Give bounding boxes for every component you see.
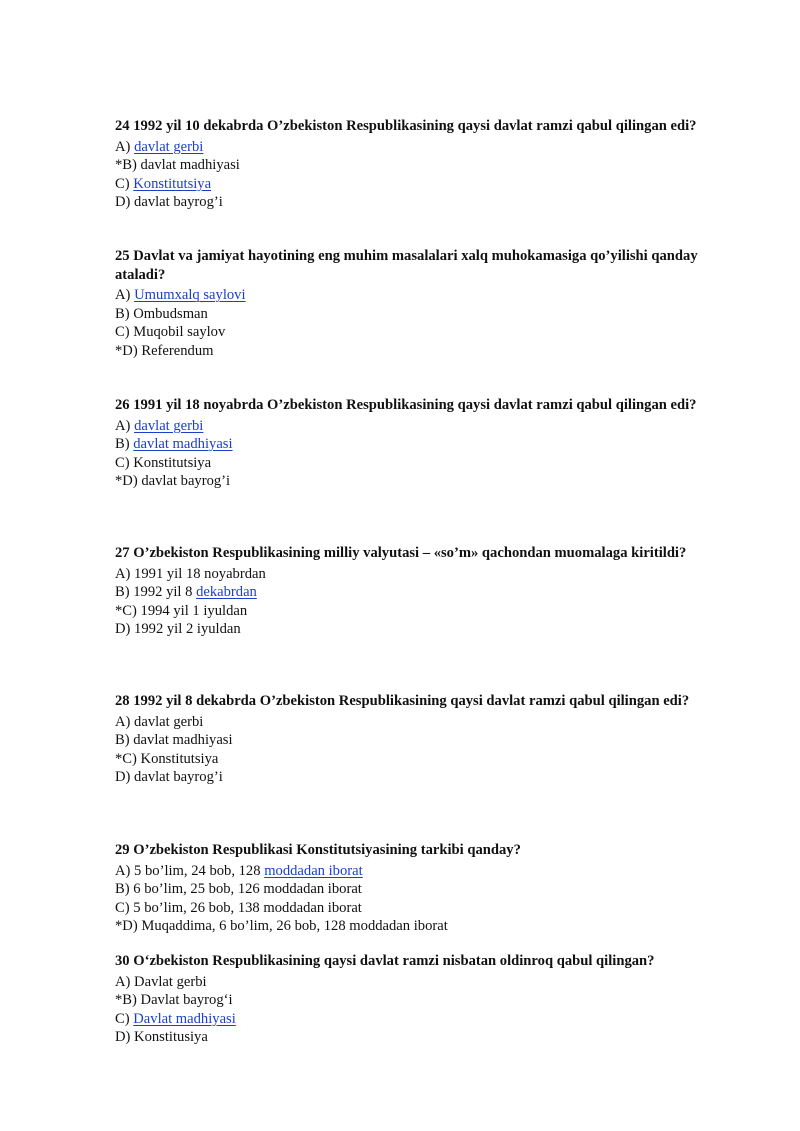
option-d: D) davlat bayrog’i xyxy=(115,769,223,785)
option-c: C) Muqobil saylov xyxy=(115,324,226,340)
option-a: A) davlat gerbi xyxy=(115,138,204,155)
question-29 xyxy=(115,841,735,936)
option-b: *B) davlat madhiyasi xyxy=(115,157,240,173)
option-link[interactable]: Umumxalq saylovi xyxy=(134,287,246,303)
option-c: C) Konstitutsiya xyxy=(115,175,212,192)
option-b: *B) Davlat bayrog‘i xyxy=(115,992,233,1008)
option-a: A) davlat gerbi xyxy=(115,417,204,434)
option-d: *D) davlat bayrog’i xyxy=(115,473,231,489)
option-d: D) Konstitusiya xyxy=(115,1029,208,1045)
option-c: C) Konstitutsiya xyxy=(115,454,212,471)
option-d: D) davlat bayrog’i xyxy=(115,194,223,210)
question-26 xyxy=(115,396,735,491)
question-title: 30 O‘zbekiston Respublikasining qaysi davlat ramzi nisbatan oldinroq qabul qilingan? xyxy=(115,953,655,969)
option-c: *C) 1994 yil 1 iyuldan xyxy=(115,602,248,619)
question-title: 24 1992 yil 10 dekabrda O’zbekiston Respublikasining qaysi davlat ramzi qabul qilingan edi? xyxy=(115,118,697,134)
question-title: 25 Davlat va jamiyat hayotining eng muhim masalalari xalq muhokamasiga qo’yilishi qanday ataladi? xyxy=(115,248,698,283)
option-d: *D) Muqaddima, 6 bo’lim, 26 bob, 128 moddadan iborat xyxy=(115,918,448,934)
option-link[interactable]: Davlat madhiyasi xyxy=(133,1010,236,1027)
option-b: B) davlat madhiyasi xyxy=(115,436,233,452)
option-c: C) 5 bo’lim, 26 bob, 138 moddadan iborat xyxy=(115,899,362,916)
option-c: C) Davlat madhiyasi xyxy=(115,1010,236,1027)
question-28 xyxy=(115,692,735,787)
question-27 xyxy=(115,544,735,639)
option-a: A) Umumxalq saylovi xyxy=(115,287,246,303)
option-link[interactable]: dekabrdan xyxy=(196,584,257,600)
question-title: 29 O’zbekiston Respublikasi Konstitutsiyasining tarkibi qanday? xyxy=(115,842,521,858)
question-title: 28 1992 yil 8 dekabrda O’zbekiston Respublikasining qaysi davlat ramzi qabul qilingan edi? xyxy=(115,693,690,709)
option-b: B) 6 bo’lim, 25 bob, 126 moddadan iborat xyxy=(115,881,362,897)
question-24 xyxy=(115,117,735,212)
option-d: D) 1992 yil 2 iyuldan xyxy=(115,621,241,637)
question-25 xyxy=(115,247,735,360)
question-title: 26 1991 yil 18 noyabrda O’zbekiston Respublikasining qaysi davlat ramzi qabul qilingan edi? xyxy=(115,397,697,413)
option-b: B) davlat madhiyasi xyxy=(115,732,233,748)
option-link[interactable]: Konstitutsiya xyxy=(133,175,212,192)
question-title: 27 O’zbekiston Respublikasining milliy valyutasi – «so’m» qachondan muomalaga kiritildi? xyxy=(115,545,687,561)
question-30 xyxy=(115,952,735,1047)
option-b: B) Ombudsman xyxy=(115,305,208,322)
option-link[interactable]: davlat gerbi xyxy=(134,417,204,434)
option-a: A) Davlat gerbi xyxy=(115,973,207,990)
option-c: *C) Konstitutsiya xyxy=(115,750,219,767)
option-a: A) 1991 yil 18 noyabrdan xyxy=(115,565,266,582)
option-link[interactable]: davlat gerbi xyxy=(134,138,204,155)
option-link[interactable]: davlat madhiyasi xyxy=(133,436,233,452)
option-d: *D) Referendum xyxy=(115,342,214,359)
option-link[interactable]: moddadan iborat xyxy=(264,862,363,879)
option-a: A) davlat gerbi xyxy=(115,713,204,730)
option-b: B) 1992 yil 8 dekabrdan xyxy=(115,584,257,600)
option-a: A) 5 bo’lim, 24 bob, 128 moddadan iborat xyxy=(115,862,363,879)
